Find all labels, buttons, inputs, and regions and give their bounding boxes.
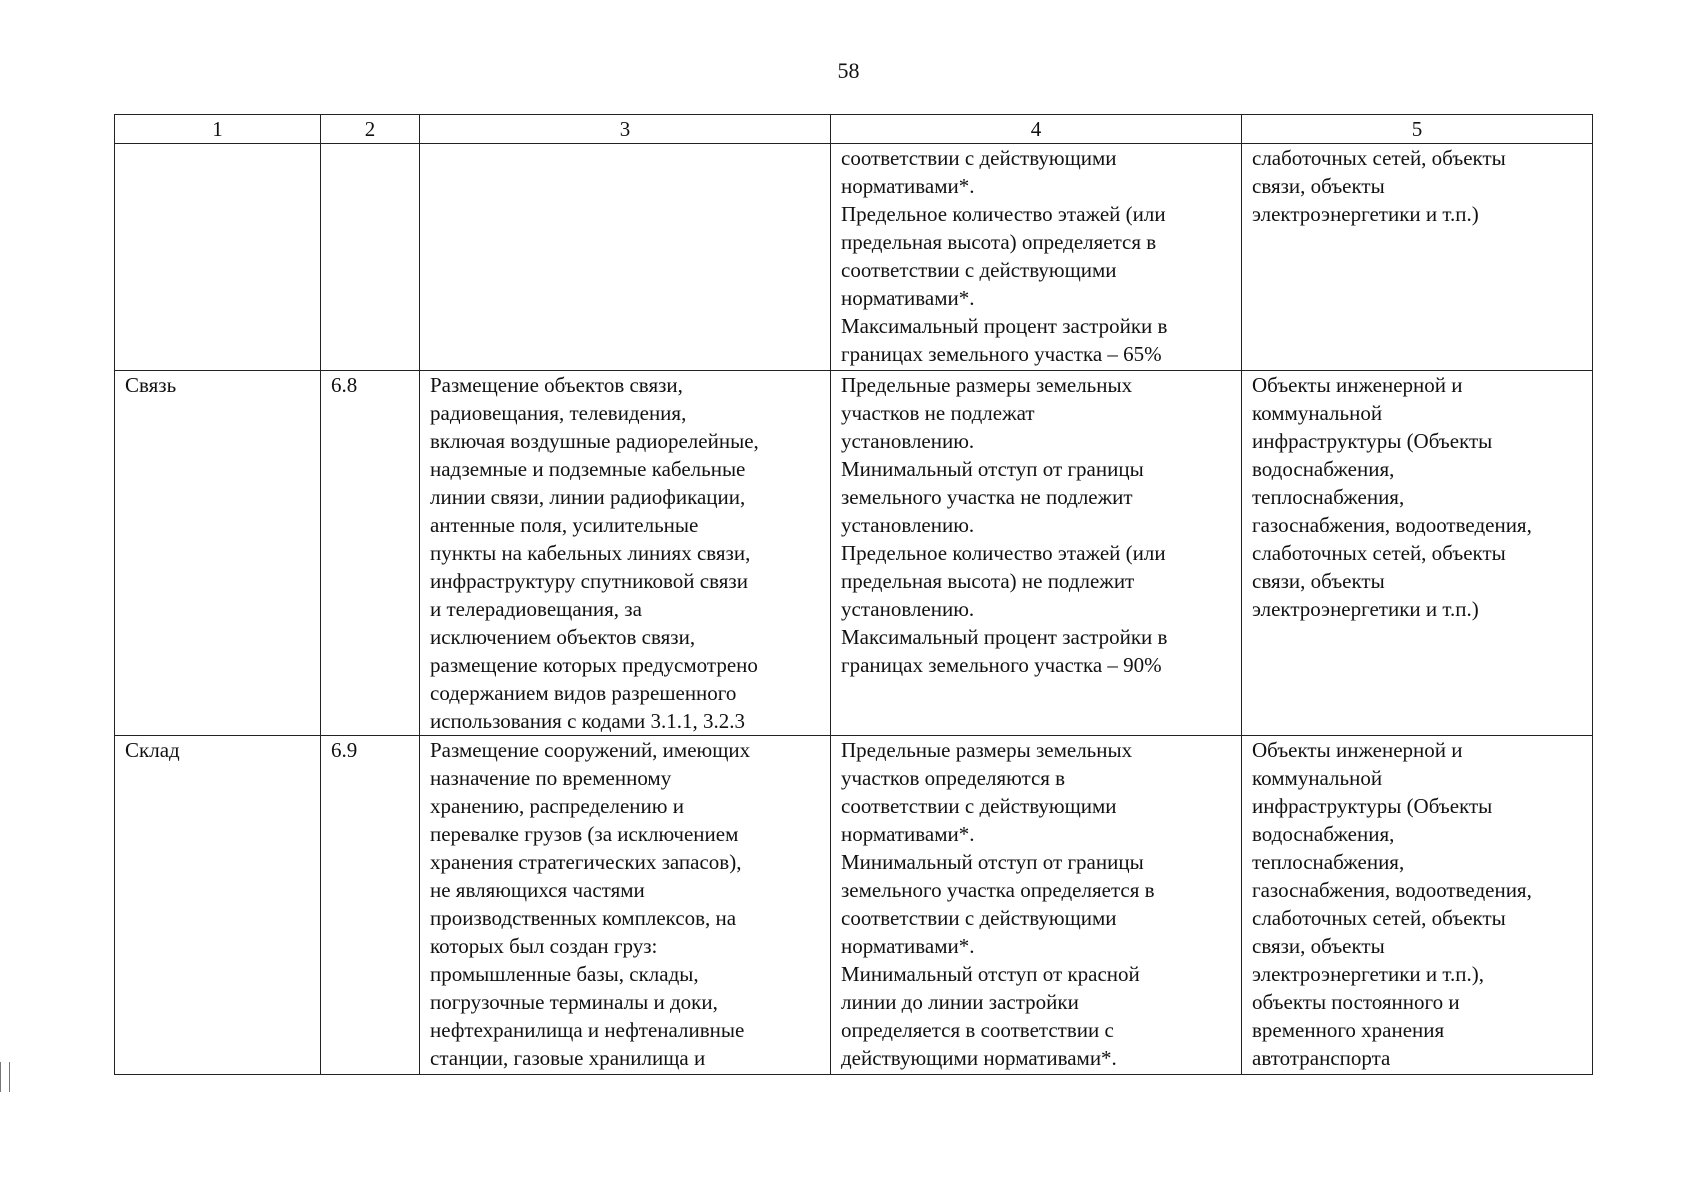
use-code-cell: 6.8 [321, 371, 420, 736]
use-type-name-cell: Связь [115, 371, 321, 736]
column-header: 3 [420, 115, 831, 144]
use-type-name-cell [115, 144, 321, 371]
column-header: 2 [321, 115, 420, 144]
parameters-cell: Предельные размеры земельных участков определяются в соответствии с действующими нормативами*. Минимальный отступ от границы земельного участка определяется в соответствии с действующими нормативами*. Минимальный отступ от красной линии до линии застройки определяется в соответствии с действующими нормативами*. [831, 736, 1242, 1075]
table-row [115, 144, 1593, 371]
use-description-cell: Размещение сооружений, имеющих назначение по временному хранению, распределению и перевалке грузов (за исключением хранения стратегических запасов), не являющихся частями производственных комплексов, на которых был создан груз: промышленные базы, склады, погрузочные терминалы и доки, нефтехранилища и нефтеналивные станции, газовые хранилища и [420, 736, 831, 1075]
auxiliary-uses-cell: Объекты инженерной и коммунальной инфраструктуры (Объекты водоснабжения, теплоснабжения, газоснабжения, водоотведения, слаботочных сетей, объекты связи, объекты электроэнергетики и т.п.) [1242, 371, 1593, 736]
auxiliary-uses-cell: Объекты инженерной и коммунальной инфраструктуры (Объекты водоснабжения, теплоснабжения, газоснабжения, водоотведения, слаботочных сетей, объекты связи, объекты электроэнергетики и т.п.), объекты постоянного и временного хранения автотранспорта [1242, 736, 1593, 1075]
auxiliary-uses-cell: слаботочных сетей, объекты связи, объекты электроэнергетики и т.п.) [1242, 144, 1593, 371]
page-number: 58 [837, 58, 860, 83]
parameters-cell: соответствии с действующими нормативами*. Предельное количество этажей (или предельная высота) определяется в соответствии с действующими нормативами*. Максимальный процент застройки в границах земельного участка – 65% [831, 144, 1242, 371]
table-header-row [115, 115, 1593, 144]
column-header: 1 [115, 115, 321, 144]
use-description-cell: Размещение объектов связи, радиовещания, телевидения, включая воздушные радиорелейные, надземные и подземные кабельные линии связи, линии радиофикации, антенные поля, усилительные пункты на кабельных линиях связи, инфраструктуру спутниковой связи и телерадиовещания, за исключением объектов связи, размещение которых предусмотрено содержанием видов разрешенного использования с кодами 3.1.1, 3.2.3 [420, 371, 831, 736]
table-row [115, 736, 1593, 1075]
use-type-name-cell: Склад [115, 736, 321, 1075]
scan-edge-marks [0, 1062, 10, 1092]
use-code-cell [321, 144, 420, 371]
parameters-cell: Предельные размеры земельных участков не подлежат установлению. Минимальный отступ от границы земельного участка не подлежит установлению. Предельное количество этажей (или предельная высота) не подлежит установлению. Максимальный процент застройки в границах земельного участка – 90% [831, 371, 1242, 736]
column-header: 5 [1242, 115, 1593, 144]
table-row [115, 371, 1593, 736]
land-use-table [114, 114, 1593, 1075]
use-code-cell: 6.9 [321, 736, 420, 1075]
use-description-cell [420, 144, 831, 371]
column-header: 4 [831, 115, 1242, 144]
